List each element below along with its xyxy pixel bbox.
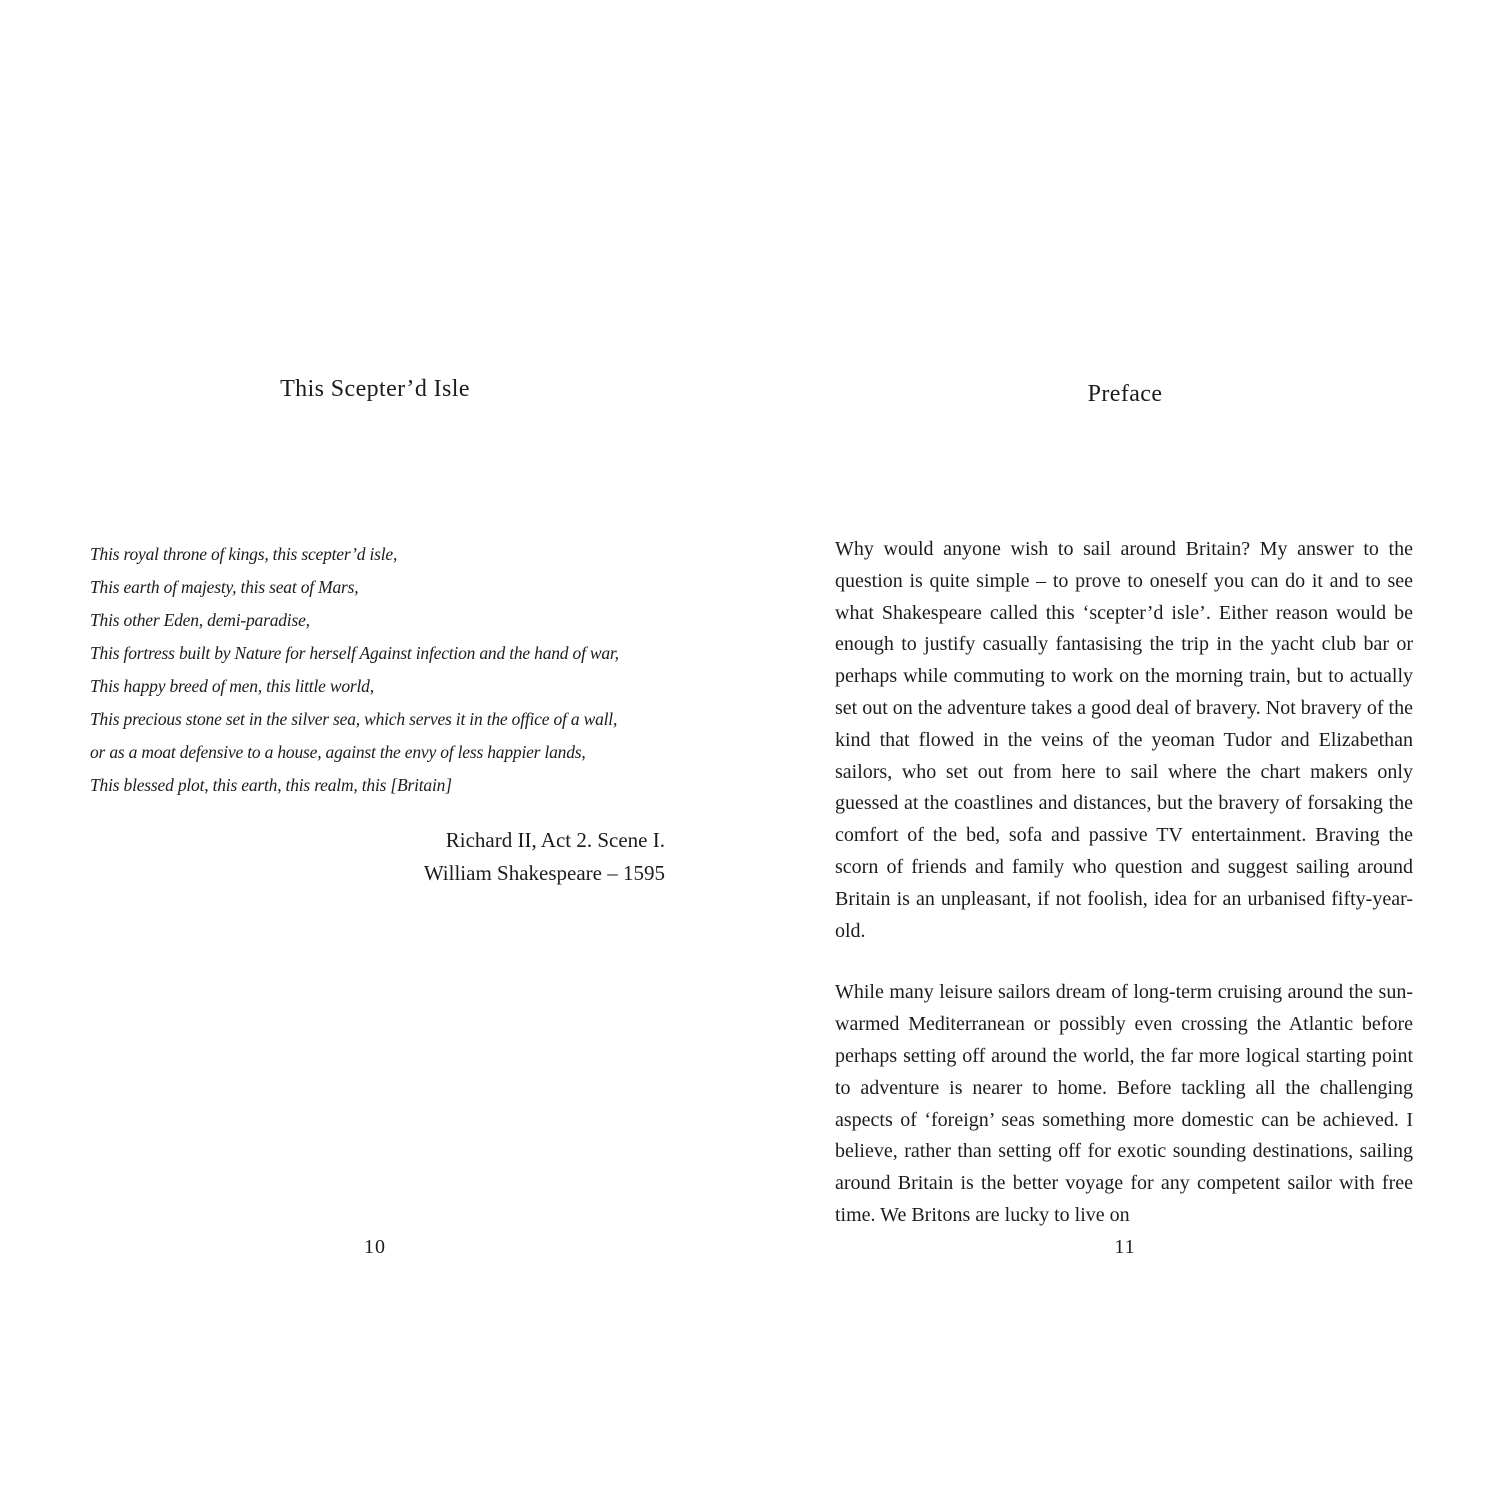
shakespeare-quote <box>90 538 619 802</box>
attribution-line-author: William Shakespeare – 1595 <box>423 861 665 885</box>
preface-paragraph-1: Why would anyone wish to sail around Britain? My answer to the question is quite simple – to prove to oneself you can do it and to see what Shakespeare called this ‘scepter’d isle’. Either reason would be enough to justify casually fantasising the trip in the yacht club bar or perhaps while commuting to work on the morning train, but to actually set out on the adventure takes a good deal of bravery. Not bravery of the kind that flowed in the veins of the yeoman Tudor and Elizabethan sailors, who set out from here to sail where the chart makers only guessed at the coastlines and distances, but the bravery of forsaking the comfort of the bed, sofa and passive TV entertainment. Braving the scorn of friends and family who question and suggest sailing around Britain is an unpleasant, if not foolish, idea for an urbanised fifty-year-old. <box>835 538 1413 942</box>
left-page-heading: This Scepter’d Isle <box>280 376 470 402</box>
attribution-line-source: Richard II, Act 2. Scene I. <box>445 828 665 852</box>
quote-attribution <box>424 824 665 890</box>
right-page-heading: Preface <box>1087 381 1163 407</box>
quote-line-8: This blessed plot, this earth, this realm, this [Britain] <box>90 775 452 795</box>
page-number-left: 10 <box>364 1236 386 1258</box>
quote-line-5: This happy breed of men, this little world, <box>90 676 374 696</box>
quote-line-4: This fortress built by Nature for herself Against infection and the hand of war, <box>90 643 619 663</box>
page-number-right: 11 <box>1114 1236 1136 1258</box>
page-right <box>750 0 1500 1500</box>
quote-line-3: This other Eden, demi-paradise, <box>90 610 310 630</box>
quote-line-1: This royal throne of kings, this scepter’d isle, <box>90 544 398 564</box>
quote-line-7: or as a moat defensive to a house, against the envy of less happier lands, <box>90 742 586 762</box>
quote-line-2: This earth of majesty, this seat of Mars, <box>90 577 359 597</box>
preface-paragraph-2: While many leisure sailors dream of long-term cruising around the sun-warmed Mediterranean or possibly even crossing the Atlantic before perhaps setting off around the world, the far more logical starting point to adventure is nearer to home. Before tackling all the challenging aspects of ‘foreign’ seas something more domestic can be achieved. I believe, rather than setting off for exotic sounding destinations, sailing around Britain is the better voyage for any competent sailor with free time. We Britons are lucky to live on <box>835 981 1413 1226</box>
preface-body <box>835 534 1413 1232</box>
quote-line-6: This precious stone set in the silver sea, which serves it in the office of a wall, <box>90 709 618 729</box>
